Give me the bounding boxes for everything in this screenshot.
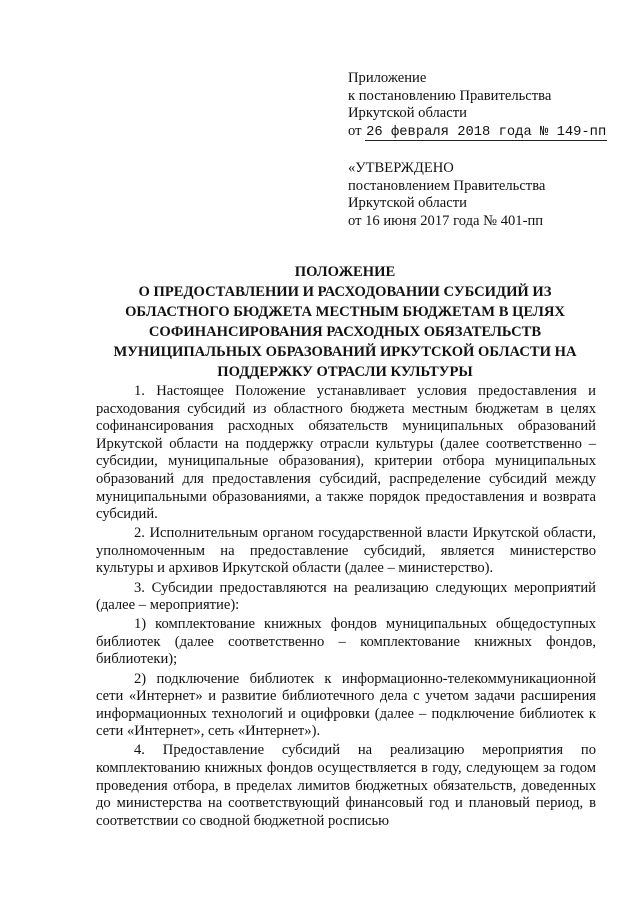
appendix-date-line [348, 123, 628, 142]
title-line-5: МУНИЦИПАЛЬНЫХ ОБРАЗОВАНИЙ ИРКУТСКОЙ ОБЛАСТИ НА [113, 344, 577, 360]
appendix-date-value: 26 февраля 2018 года № 149-пп [366, 124, 607, 140]
approved-stamp [348, 160, 628, 230]
document-title [80, 262, 610, 382]
paragraph-3-item-2: 2) подключение библиотек к информационно-телекоммуникационной сети «Интернет» и развитие библиотечного дела с учетом задачи расширения информационных технологий и оцифровки (далее – подключение библиотек к сети «Интернет», сеть «Интернет»). [96, 670, 596, 740]
title-line-6: ПОДДЕРЖКУ ОТРАСЛИ КУЛЬТУРЫ [217, 364, 473, 380]
title-line-2: О ПРЕДОСТАВЛЕНИИ И РАСХОДОВАНИИ СУБСИДИЙ ИЗ [138, 284, 552, 300]
approved-region-line: Иркутской области [348, 195, 467, 211]
paragraph-2: 2. Исполнительным органом государственной власти Иркутской области, уполномоченным на предоставление субсидий, является министерство культуры и архивов Иркутской области (далее – министерство). [96, 525, 596, 577]
paragraph-1: 1. Настоящее Положение устанавливает условия предоставления и расходования субсидий из областного бюджета местным бюджетам в целях софинансирования расходных обязательств муниципальных образований Иркутской области на поддержку отрасли культуры (далее соответственно – субсидии, муниципальные образования), критерии отбора муниципальных образований для предоставления субсидий, распределение субсидий между муниципальными образованиями, а также порядок предоставления и возврата субсидий. [96, 383, 596, 523]
appendix-header [348, 70, 628, 141]
paragraph-3: 3. Субсидии предоставляются на реализацию следующих мероприятий (далее – мероприятие): [96, 579, 596, 614]
appendix-date-prefix: от [348, 122, 362, 139]
approved-date-line: от 16 июня 2017 года № 401-пп [348, 212, 544, 229]
title-line-3: ОБЛАСТНОГО БЮДЖЕТА МЕСТНЫМ БЮДЖЕТАМ В ЦЕЛЯХ [125, 304, 565, 320]
appendix-resolution-line: к постановлению Правительства [348, 87, 552, 104]
appendix-label: Приложение [348, 70, 427, 86]
approved-label: «УТВЕРЖДЕНО [348, 160, 454, 176]
title-line-4: СОФИНАНСИРОВАНИЯ РАСХОДНЫХ ОБЯЗАТЕЛЬСТВ [148, 324, 542, 340]
title-line-1: ПОЛОЖЕНИЕ [294, 264, 396, 280]
paragraph-3-item-1: 1) комплектование книжных фондов муниципальных общедоступных библиотек (далее соответственно – комплектование книжных фондов, библиотеки); [96, 616, 596, 668]
appendix-region-line: Иркутской области [348, 105, 467, 121]
document-body [96, 383, 596, 832]
approved-resolution-line: постановлением Правительства [348, 177, 546, 194]
paragraph-4: 4. Предоставление субсидий на реализацию мероприятия по комплектованию книжных фондов осуществляется в году, следующем за годом проведения отбора, в пределах лимитов бюджетных обязательств, доведенных до министерства на соответствующий финансовый год и плановый период, в соответствии со сводной бюджетной росписью [96, 742, 596, 829]
